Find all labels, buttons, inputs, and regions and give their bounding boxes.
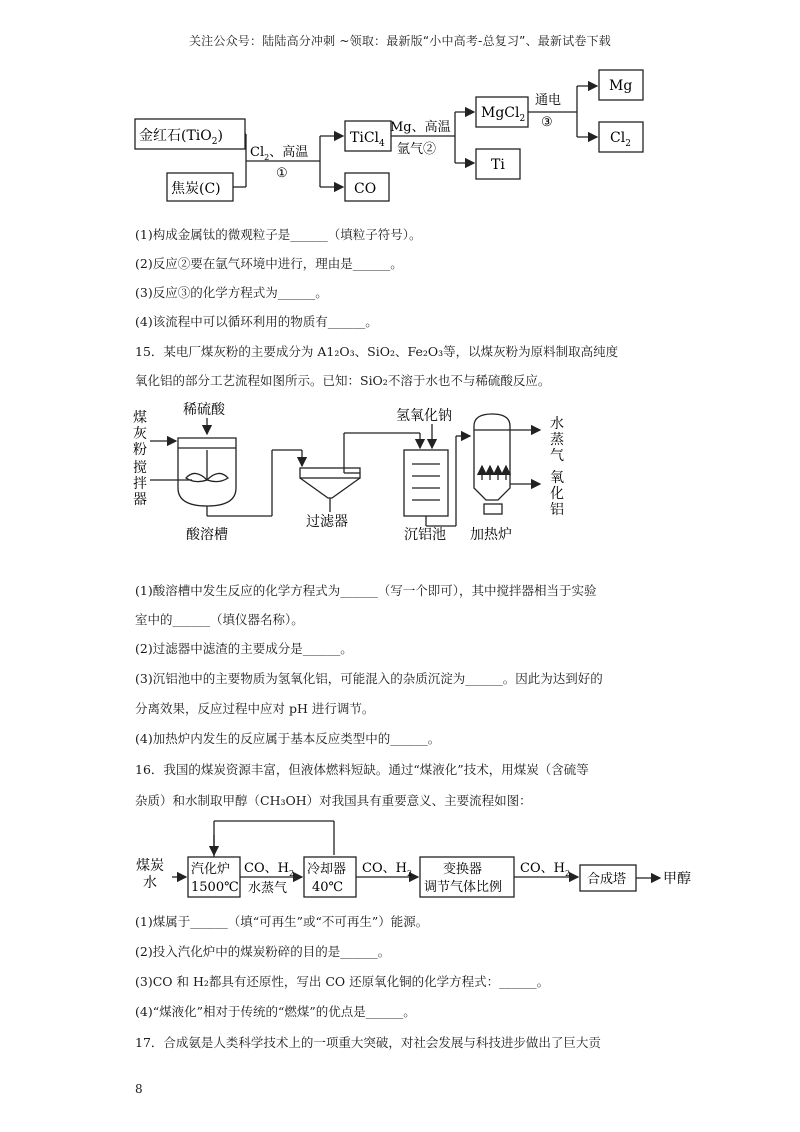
product-methanol: 甲醇 <box>663 871 691 887</box>
steam-char-3: 气 <box>550 448 564 464</box>
ti-label: Ti <box>491 157 505 173</box>
coal-ash-char-1: 煤 <box>133 410 147 426</box>
pool-label: 沉铝池 <box>404 527 446 543</box>
q16-part3: (3)CO 和 H₂都具有还原性，写出 CO 还原氧化铜的化学方程式：______。 <box>135 974 550 989</box>
stirrer-char-1: 搅 <box>133 460 147 476</box>
mgcl2-label: MgCl$_2$ <box>481 105 526 124</box>
mg-label: Mg <box>609 78 633 94</box>
reaction2-condition-b: 氩气② <box>397 142 437 157</box>
burner <box>484 504 502 514</box>
q16-part4: (4)“煤液化”相对于传统的“燃煤”的优点是______。 <box>135 1004 416 1019</box>
filter-label: 过滤器 <box>306 514 348 530</box>
alumina-char-1: 氧 <box>550 470 564 486</box>
q15-stem-line1: 15．某电厂煤灰粉的主要成分为 A1₂O₃、SiO₂、Fe₂O₃等，以煤灰粉为原料制取高纯度 <box>135 344 619 359</box>
converter-label: 变换器 <box>443 862 483 877</box>
q15-part1-cont: 室中的______（填仪器名称）。 <box>135 612 304 627</box>
sulfuric-acid-label: 稀硫酸 <box>183 402 225 418</box>
q16-stem-line1: 16．我国的煤炭资源丰富，但液体燃料短缺。通过“煤液化”技术，用煤炭（含硫等 <box>135 762 589 777</box>
reaction2-condition-a: Mg、高温 <box>390 120 451 135</box>
stirrer-char-2: 拌 <box>133 476 147 492</box>
alumina-process-diagram <box>0 400 800 560</box>
alumina-char-3: 铝 <box>550 502 564 518</box>
q16-stem-line2: 杂质）和水制取甲醇（CH₃OH）对我国具有重要意义、主要流程如图： <box>135 793 532 808</box>
gasifier-temp: 1500℃ <box>191 880 239 895</box>
q15-part3-cont: 分离效果，反应过程中应对 pH 进行调节。 <box>135 701 375 716</box>
stirrer-char-3: 器 <box>133 492 147 508</box>
steam-char-2: 蒸 <box>550 432 564 448</box>
cooler-temp: 40℃ <box>312 880 344 895</box>
reaction3-number: ③ <box>541 115 553 130</box>
gasifier-output-b: 水蒸气 <box>248 881 288 896</box>
q14-part4: (4)该流程中可以循环利用的物质有______。 <box>135 314 378 329</box>
co-label: CO <box>354 181 377 197</box>
cooler-output: CO、$H_2$ <box>362 861 413 878</box>
naoh-label: 氢氧化钠 <box>396 408 452 424</box>
q14-part2: (2)反应②要在氩气环境中进行，理由是______。 <box>135 256 403 271</box>
cooler-label: 冷却器 <box>307 862 347 877</box>
coke-label: 焦炭(C) <box>171 181 221 197</box>
q14-part3: (3)反应③的化学方程式为______。 <box>135 285 328 300</box>
precipitation-pool <box>404 450 448 516</box>
synthesis-tower-label: 合成塔 <box>587 872 627 887</box>
q15-stem-line2: 氧化铝的部分工艺流程如图所示。已知：SiO₂不溶于水也不与稀硫酸反应。 <box>135 373 551 388</box>
coal-liquefaction-diagram <box>0 815 800 905</box>
coal-ash-char-2: 灰 <box>133 426 147 442</box>
furnace-label: 加热炉 <box>470 527 512 543</box>
q16-part1: (1)煤属于______（填“可再生”或“不可再生”）能源。 <box>135 914 429 929</box>
reaction1-condition: $Cl_2$、高温 <box>250 145 309 162</box>
input-water: 水 <box>143 875 157 891</box>
heating-furnace <box>474 414 510 500</box>
page-header: 关注公众号：陆陆高分冲刺 ~领取：最新版“小中高考-总复习”、最新试卷下载 <box>188 34 612 48</box>
q15-part1: (1)酸溶槽中发生反应的化学方程式为______（写一个即可），其中搅拌器相当于实验 <box>135 583 597 598</box>
rutile-label: 金红石(TiO$_2$) <box>139 128 223 147</box>
acid-tank-label: 酸溶槽 <box>186 527 228 543</box>
q14-part1: (1)构成金属钛的微观粒子是______（填粒子符号）。 <box>135 227 422 242</box>
q16-part2: (2)投入汽化炉中的煤炭粉碎的目的是______。 <box>135 944 391 959</box>
gasifier-label: 汽化炉 <box>191 862 231 877</box>
converter-desc: 调节气体比例 <box>424 880 503 895</box>
steam-char-1: 水 <box>550 416 564 432</box>
q15-part2: (2)过滤器中滤渣的主要成分是______。 <box>135 641 353 656</box>
cl2-label: $Cl_2$ <box>610 130 631 149</box>
q15-part4: (4)加热炉内发生的反应属于基本反应类型中的______。 <box>135 731 441 746</box>
alumina-char-2: 化 <box>550 486 564 502</box>
titanium-flow-diagram <box>0 0 800 220</box>
input-coal: 煤炭 <box>136 858 164 874</box>
coal-ash-char-3: 粉 <box>133 442 147 458</box>
q15-part3: (3)沉铝池中的主要物质为氢氧化铝，可能混入的杂质沉淀为______。因此为达到好的 <box>135 671 603 686</box>
ticl4-label: TiCl$_4$ <box>350 130 385 149</box>
reaction1-number: ① <box>276 166 288 181</box>
q17-stem-line1: 17．合成氨是人类科学技术上的一项重大突破，对社会发展与科技进步做出了巨大贡 <box>135 1035 601 1050</box>
converter-output: CO、$H_2$ <box>520 861 571 878</box>
gasifier-output-a: CO、$H_2$ <box>244 861 295 878</box>
reaction3-condition: 通电 <box>535 93 562 108</box>
page-number: 8 <box>135 1082 143 1096</box>
